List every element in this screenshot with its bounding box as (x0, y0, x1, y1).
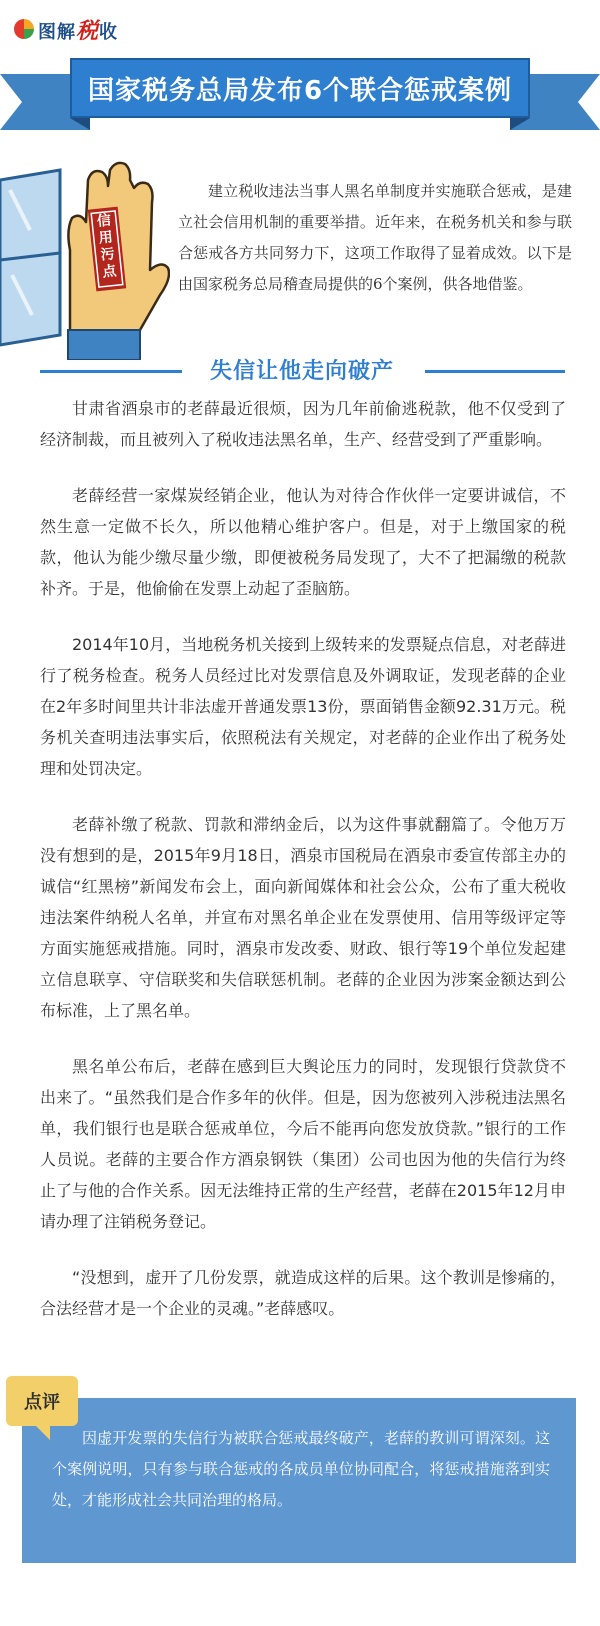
window-frame-icon (0, 170, 60, 345)
title-banner (70, 58, 530, 118)
stamp-char: 用 (97, 228, 114, 246)
body-paragraph: 老薛补缴了税款、罚款和滞纳金后，以为这件事就翻篇了。令他万万没有想到的是，2015年9月18日，酒泉市国税局在酒泉市委宣传部主办的诚信“红黑榜”新闻发布会上，面向新闻媒体和社会公众，公布了重大税收违法案件纳税人名单，并宣布对黑名单企业在发票使用、信用等级评定等方面实施惩戒措施。同时，酒泉市发改委、财政、银行等19个单位发起建立信息联享、守信联奖和失信联惩机制。老薛的企业因为涉案金额达到公布标准，上了黑名单。 (40, 815, 566, 1020)
logo-mark-icon (14, 19, 34, 39)
review-text: 因虚开发票的失信行为被联合惩戒最终破产，老薛的教训可谓深刻。这个案例说明，只有参与联合惩戒的各成员单位协同配合，将惩戒措施落到实处，才能形成社会共同治理的格局。 (52, 1429, 550, 1509)
review-tab (6, 1376, 78, 1426)
brand-logo (14, 14, 118, 44)
review-box (22, 1398, 576, 1563)
logo-suffix: 收 (99, 21, 119, 43)
logo-text (38, 14, 118, 45)
stamp-char: 污 (99, 245, 116, 263)
body-paragraph: 黑名单公布后，老薛在感到巨大舆论压力的同时，发现银行贷款贷不出来了。“虽然我们是合作多年的伙伴。但是，因为您被列入涉税违法黑名单，我们银行也是联合惩戒单位，今后不能再向您发放贷款。”银行的工作人员说。老薛的主要合作方酒泉钢铁（集团）公司也因为他的失信行为终止了与他的合作关系。因无法维持正常的生产经营，老薛在2015年12月申请办理了注销税务登记。 (40, 1057, 566, 1231)
body-paragraph: 老薛经营一家煤炭经销企业，他认为对待合作伙伴一定要讲诚信，不然生意一定做不长久，所以他精心维护客户。但是，对于上缴国家的税款，他认为能少缴尽量少缴，即便被税务局发现了，大不了把漏缴的税款补齐。于是，他偷偷在发票上动起了歪脑筋。 (40, 486, 566, 598)
stop-hand-illustration (0, 150, 170, 360)
page-title: 国家税务总局发布6个联合惩戒案例 (87, 75, 513, 106)
logo-prefix: 图解 (38, 21, 76, 43)
article-body (40, 393, 566, 1349)
stamp-char: 信 (96, 211, 112, 229)
section-divider-left (40, 370, 182, 373)
body-paragraph: “没想到，虚开了几份发票，就造成这样的后果。这个教训是惨痛的，合法经营才是一个企业的灵魂。”老薛感叹。 (40, 1268, 566, 1318)
section-title: 失信让他走向破产 (209, 359, 394, 384)
body-paragraph: 甘肃省酒泉市的老薛最近很烦，因为几年前偷逃税款，他不仅受到了经济制裁，而且被列入了税收违法黑名单，生产、经营受到了严重影响。 (40, 399, 566, 449)
section-divider-right (425, 370, 565, 373)
body-paragraph: 2014年10月，当地税务机关接到上级转来的发票疑点信息，对老薛进行了税务检查。税务人员经过比对发票信息及外调取证，发现老薛的企业在2年多时间里共计非法虚开普通发票13份，票面销售金额92.31万元。税务机关查明违法事实后，依照税法有关规定，对老薛的企业作出了税务处理和处罚决定。 (40, 635, 566, 778)
review-label: 点评 (24, 1392, 60, 1413)
stamp-char: 点 (101, 262, 118, 280)
logo-emphasis: 税 (76, 17, 100, 44)
intro-paragraph: 建立税收违法当事人黑名单制度并实施联合惩戒，是建立社会信用机制的重要举措。近年来，在税务机关和参与联合惩戒各方共同努力下，这项工作取得了显着成效。以下是由国家税务总局稽查局提供的6个案例，供各地借鉴。 (178, 182, 572, 293)
